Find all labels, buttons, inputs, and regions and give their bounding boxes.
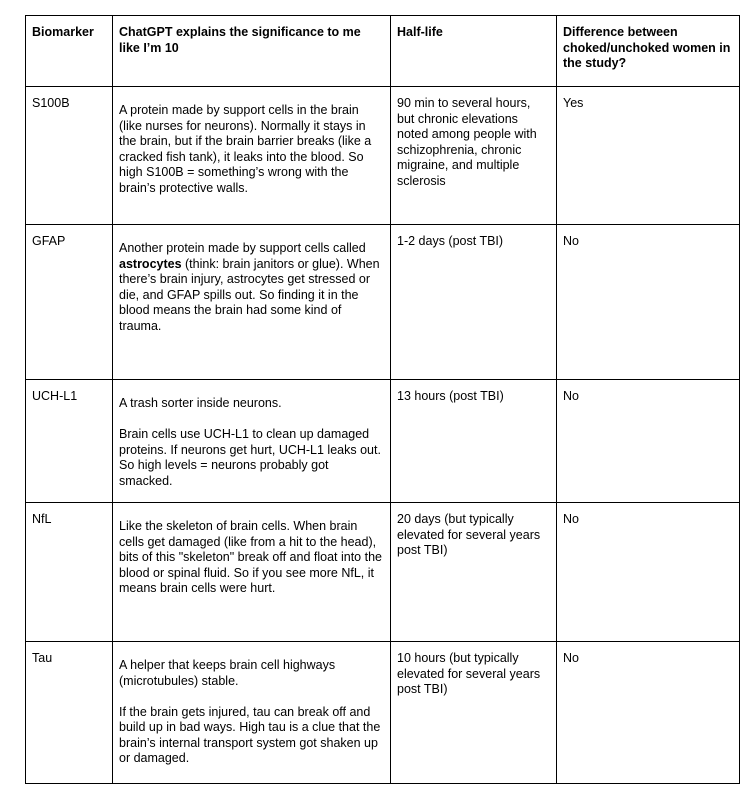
explanation-paragraph — [119, 396, 384, 412]
header-half-life: Half-life — [391, 16, 557, 87]
explanation-paragraph — [119, 427, 384, 489]
biomarker-half-life: 90 min to several hours, but chronic elevations noted among people with schizophrenia, chronic migraine, and multiple sclerosis — [391, 87, 557, 225]
biomarker-explanation — [113, 380, 391, 503]
biomarker-name: S100B — [26, 87, 113, 225]
explanation-text: A trash sorter inside neurons. — [119, 396, 282, 410]
biomarker-explanation — [113, 503, 391, 642]
biomarker-name: GFAP — [26, 225, 113, 380]
table-row — [26, 225, 740, 380]
header-biomarker: Biomarker — [26, 16, 113, 87]
explanation-paragraph — [119, 658, 384, 689]
table-row — [26, 87, 740, 225]
biomarker-name: Tau — [26, 642, 113, 784]
explanation-paragraph — [119, 705, 384, 767]
explanation-text: Brain cells use UCH-L1 to clean up damaged proteins. If neurons get hurt, UCH-L1 leaks out. So high levels = neurons probably got smacked. — [119, 427, 381, 488]
explanation-text: (think: brain janitors or glue). When there’s brain injury, astrocytes get stressed or die, and GFAP spills out. So finding it in the blood means the brain had some kind of trauma. — [119, 256, 380, 333]
header-difference: Difference between choked/unchoked women in the study? — [557, 16, 740, 87]
biomarker-table — [25, 15, 740, 784]
table-row — [26, 642, 740, 784]
table-body — [26, 87, 740, 784]
biomarker-difference: Yes — [557, 87, 740, 225]
explanation-paragraph — [119, 519, 384, 597]
biomarker-difference: No — [557, 380, 740, 503]
biomarker-name: NfL — [26, 503, 113, 642]
header-row — [26, 16, 740, 87]
explanation-paragraph — [119, 103, 384, 196]
biomarker-half-life: 10 hours (but typically elevated for several years post TBI) — [391, 642, 557, 784]
biomarker-difference: No — [557, 642, 740, 784]
explanation-bold-term: astrocytes — [119, 256, 182, 271]
biomarker-explanation — [113, 642, 391, 784]
biomarker-difference: No — [557, 503, 740, 642]
biomarker-half-life: 1-2 days (post TBI) — [391, 225, 557, 380]
biomarker-explanation — [113, 87, 391, 225]
table-row — [26, 503, 740, 642]
biomarker-name: UCH-L1 — [26, 380, 113, 503]
biomarker-explanation — [113, 225, 391, 380]
explanation-paragraph — [119, 241, 384, 334]
explanation-text: Like the skeleton of brain cells. When brain cells get damaged (like from a hit to the head), bits of this "skeleton" break off and float into the blood or spinal fluid. So if you see more NfL, it means brain cells were hurt. — [119, 519, 382, 595]
biomarker-half-life: 20 days (but typically elevated for several years post TBI) — [391, 503, 557, 642]
table-row — [26, 380, 740, 503]
header-explanation: ChatGPT explains the significance to me like I’m 10 — [113, 16, 391, 87]
biomarker-difference: No — [557, 225, 740, 380]
biomarker-half-life: 13 hours (post TBI) — [391, 380, 557, 503]
explanation-text: A protein made by support cells in the brain (like nurses for neurons). Normally it stays in the brain, but if the brain barrier breaks (like a cracked fish tank), it leaks into the blood. So high S100B = something’s wrong with the brain’s protective walls. — [119, 103, 372, 195]
explanation-text: A helper that keeps brain cell highways (microtubules) stable. — [119, 658, 336, 688]
explanation-text: If the brain gets injured, tau can break off and build up in bad ways. High tau is a clue that the brain’s internal transport system got shaken up or damaged. — [119, 704, 381, 765]
explanation-text: Another protein made by support cells called — [119, 241, 366, 255]
